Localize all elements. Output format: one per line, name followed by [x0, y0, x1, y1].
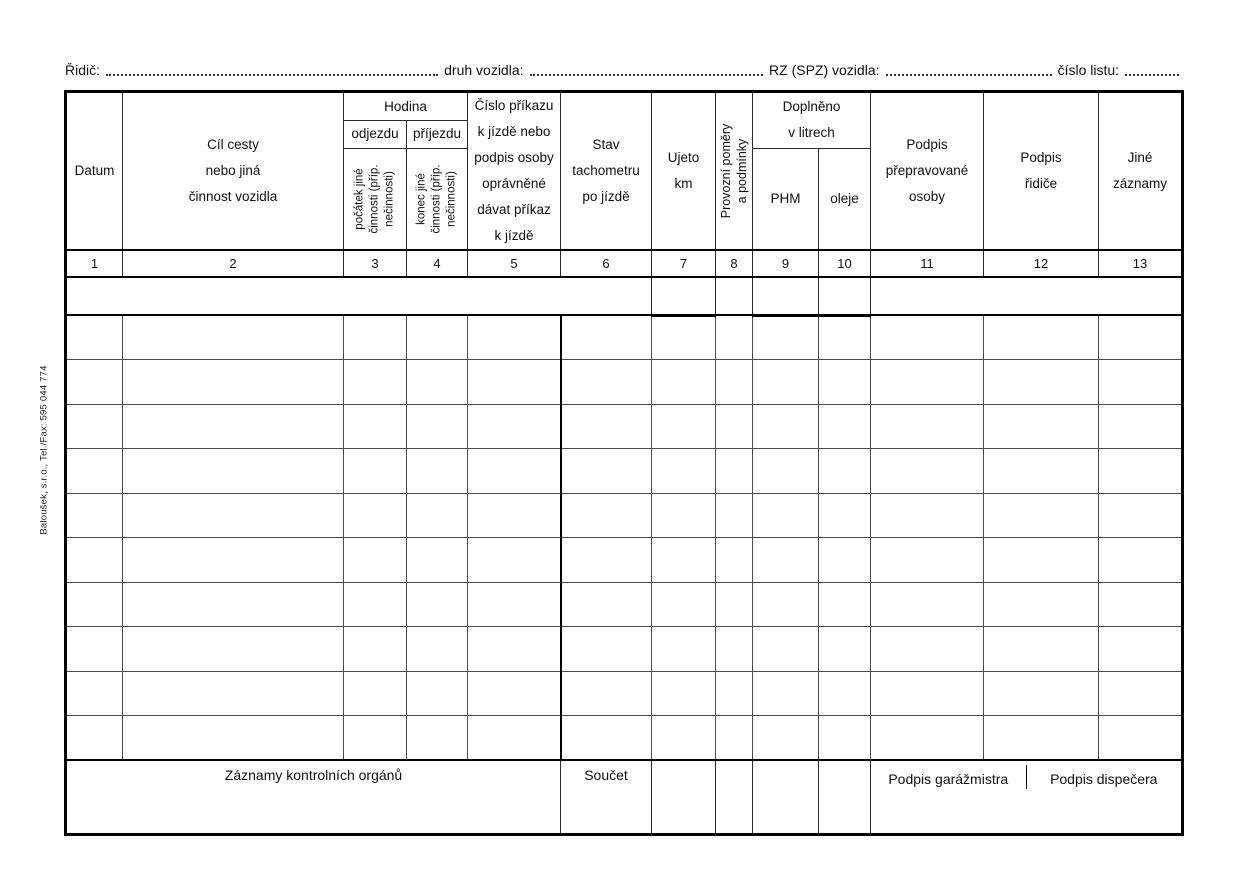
entry-cell-r6-c6[interactable] — [561, 538, 652, 583]
signatures-cell — [871, 760, 1183, 834]
entry-cell-r8-c11[interactable] — [871, 627, 984, 672]
entry-cell-r10-c3[interactable] — [344, 716, 407, 761]
header-stav-tachometru: Stav tachometru po jízdě — [561, 92, 652, 251]
entry-cell-r2-c5[interactable] — [468, 360, 561, 405]
header-hodina: Hodina — [344, 92, 468, 121]
header-provozni-pomery — [716, 92, 753, 251]
carry-over-oleje-cell[interactable] — [819, 277, 871, 315]
entry-cell-r5-c13[interactable] — [1099, 493, 1183, 538]
entry-cell-r8-c4[interactable] — [407, 627, 468, 672]
entry-cell-r5-c12[interactable] — [984, 493, 1099, 538]
entry-cell-r8-c2[interactable] — [123, 627, 344, 672]
vehicle-type-fill-in-line[interactable] — [530, 74, 764, 76]
entry-cell-r1-c3[interactable] — [344, 315, 407, 360]
entry-cell-r6-c1[interactable] — [66, 538, 123, 583]
entry-row-3 — [66, 404, 1183, 449]
entry-cell-r6-c13[interactable] — [1099, 538, 1183, 583]
entry-cell-r5-c9[interactable] — [753, 493, 819, 538]
column-number-2: 2 — [123, 250, 344, 277]
entry-cell-r2-c12[interactable] — [984, 360, 1099, 405]
entry-row-10 — [66, 716, 1183, 761]
entry-cell-r5-c10[interactable] — [819, 493, 871, 538]
column-number-12: 12 — [984, 250, 1099, 277]
entry-cell-r4-c9[interactable] — [753, 449, 819, 494]
entry-cell-r4-c5[interactable] — [468, 449, 561, 494]
column-number-11: 11 — [871, 250, 984, 277]
entry-cell-r10-c6[interactable] — [561, 716, 652, 761]
column-number-1: 1 — [66, 250, 123, 277]
entry-cell-r10-c4[interactable] — [407, 716, 468, 761]
entry-cell-r7-c2[interactable] — [123, 582, 344, 627]
column-number-6: 6 — [561, 250, 652, 277]
entry-row-1 — [66, 315, 1183, 360]
entry-cell-r4-c10[interactable] — [819, 449, 871, 494]
entry-cell-r7-c10[interactable] — [819, 582, 871, 627]
entry-cell-r6-c11[interactable] — [871, 538, 984, 583]
body-rows — [66, 315, 1183, 760]
entry-cell-r10-c2[interactable] — [123, 716, 344, 761]
carry-over-phm-cell[interactable] — [753, 277, 819, 315]
entry-cell-r4-c6[interactable] — [561, 449, 652, 494]
entry-cell-r6-c8[interactable] — [716, 538, 753, 583]
entry-cell-r5-c11[interactable] — [871, 493, 984, 538]
entry-cell-r1-c4[interactable] — [407, 315, 468, 360]
entry-cell-r4-c13[interactable] — [1099, 449, 1183, 494]
entry-cell-r3-c4[interactable] — [407, 404, 468, 449]
entry-cell-r7-c3[interactable] — [344, 582, 407, 627]
signatures-halves — [871, 765, 1181, 789]
entry-cell-r7-c6[interactable] — [561, 582, 652, 627]
logbook-table — [64, 90, 1184, 836]
soucet-phm-cell[interactable] — [753, 760, 819, 834]
column-number-13: 13 — [1099, 250, 1183, 277]
entry-cell-r5-c7[interactable] — [652, 493, 716, 538]
entry-cell-r1-c9[interactable] — [753, 315, 819, 360]
entry-cell-r2-c4[interactable] — [407, 360, 468, 405]
entry-cell-r1-c8[interactable] — [716, 315, 753, 360]
header-pocatek-cinnosti — [344, 148, 407, 250]
entry-cell-r10-c5[interactable] — [468, 716, 561, 761]
entry-cell-r9-c12[interactable] — [984, 671, 1099, 716]
entry-cell-r1-c11[interactable] — [871, 315, 984, 360]
entry-cell-r3-c7[interactable] — [652, 404, 716, 449]
entry-cell-r3-c5[interactable] — [468, 404, 561, 449]
entry-cell-r10-c11[interactable] — [871, 716, 984, 761]
entry-cell-r5-c4[interactable] — [407, 493, 468, 538]
entry-cell-r9-c10[interactable] — [819, 671, 871, 716]
column-numbers-row — [66, 250, 1183, 277]
entry-cell-r3-c6[interactable] — [561, 404, 652, 449]
entry-cell-r1-c2[interactable] — [123, 315, 344, 360]
header-cil-cesty: Cíl cesty nebo jiná činnost vozidla — [123, 92, 344, 251]
header-ujeto-km: Ujeto km — [652, 92, 716, 251]
entry-cell-r4-c12[interactable] — [984, 449, 1099, 494]
entry-cell-r3-c8[interactable] — [716, 404, 753, 449]
carry-over-provozni-cell[interactable] — [716, 277, 753, 315]
top-fill-in-row — [65, 57, 1182, 79]
header-konec-cinnosti-text: konec jiné činnosti (příp. nečinnosti) — [415, 164, 458, 234]
summary-row — [66, 760, 1183, 834]
entry-cell-r1-c5[interactable] — [468, 315, 561, 360]
entry-cell-r3-c2[interactable] — [123, 404, 344, 449]
entry-cell-r10-c8[interactable] — [716, 716, 753, 761]
entry-cell-r1-c12[interactable] — [984, 315, 1099, 360]
entry-cell-r2-c11[interactable] — [871, 360, 984, 405]
entry-cell-r5-c3[interactable] — [344, 493, 407, 538]
printer-note: Baloušek, s.r.o., Tel./Fax: 595 044 774 — [38, 365, 50, 535]
entry-cell-r7-c5[interactable] — [468, 582, 561, 627]
entry-cell-r3-c11[interactable] — [871, 404, 984, 449]
entry-cell-r9-c4[interactable] — [407, 671, 468, 716]
column-number-8: 8 — [716, 250, 753, 277]
entry-cell-r8-c9[interactable] — [753, 627, 819, 672]
entry-cell-r5-c1[interactable] — [66, 493, 123, 538]
entry-cell-r7-c7[interactable] — [652, 582, 716, 627]
column-number-9: 9 — [753, 250, 819, 277]
entry-cell-r8-c6[interactable] — [561, 627, 652, 672]
entry-cell-r8-c1[interactable] — [66, 627, 123, 672]
entry-cell-r6-c5[interactable] — [468, 538, 561, 583]
header-jine-zaznamy: Jiné záznamy — [1099, 92, 1183, 251]
soucet-label-cell: Součet — [561, 760, 652, 834]
carry-over-right-cell[interactable] — [871, 277, 1183, 315]
entry-cell-r6-c7[interactable] — [652, 538, 716, 583]
entry-cell-r5-c6[interactable] — [561, 493, 652, 538]
entry-cell-r4-c11[interactable] — [871, 449, 984, 494]
header-oleje: oleje — [819, 148, 871, 250]
column-number-5: 5 — [468, 250, 561, 277]
entry-cell-r9-c13[interactable] — [1099, 671, 1183, 716]
entry-cell-r9-c6[interactable] — [561, 671, 652, 716]
entry-cell-r8-c3[interactable] — [344, 627, 407, 672]
entry-cell-r3-c3[interactable] — [344, 404, 407, 449]
entry-cell-r10-c1[interactable] — [66, 716, 123, 761]
entry-cell-r6-c10[interactable] — [819, 538, 871, 583]
entry-cell-r8-c10[interactable] — [819, 627, 871, 672]
entry-cell-r9-c9[interactable] — [753, 671, 819, 716]
entry-cell-r6-c3[interactable] — [344, 538, 407, 583]
driver-fill-in-line[interactable] — [106, 74, 438, 76]
header-doplneno: Doplněno v litrech — [753, 92, 871, 149]
entry-row-4 — [66, 449, 1183, 494]
plate-number-fill-in-line[interactable] — [886, 74, 1052, 76]
entry-cell-r9-c5[interactable] — [468, 671, 561, 716]
entry-cell-r2-c1[interactable] — [66, 360, 123, 405]
entry-cell-r1-c1[interactable] — [66, 315, 123, 360]
entry-cell-r10-c9[interactable] — [753, 716, 819, 761]
entry-cell-r5-c2[interactable] — [123, 493, 344, 538]
entry-row-8 — [66, 627, 1183, 672]
entry-cell-r2-c10[interactable] — [819, 360, 871, 405]
entry-cell-r10-c7[interactable] — [652, 716, 716, 761]
driver-label: Řidič: — [65, 62, 101, 78]
carry-over-row — [66, 277, 1183, 315]
entry-cell-r3-c12[interactable] — [984, 404, 1099, 449]
header-podpis-ridice: Podpis řidiče — [984, 92, 1099, 251]
entry-cell-r8-c13[interactable] — [1099, 627, 1183, 672]
entry-row-5 — [66, 493, 1183, 538]
soucet-provozni-cell[interactable] — [716, 760, 753, 834]
entry-cell-r9-c1[interactable] — [66, 671, 123, 716]
entry-row-6 — [66, 538, 1183, 583]
entry-cell-r9-c11[interactable] — [871, 671, 984, 716]
entry-cell-r6-c9[interactable] — [753, 538, 819, 583]
entry-cell-r1-c6[interactable] — [561, 315, 652, 360]
header-provozni-pomery-text: Provozní poměry a podmínky — [719, 123, 749, 219]
entry-cell-r8-c12[interactable] — [984, 627, 1099, 672]
entry-cell-r7-c13[interactable] — [1099, 582, 1183, 627]
entry-cell-r3-c1[interactable] — [66, 404, 123, 449]
entry-cell-r9-c3[interactable] — [344, 671, 407, 716]
entry-row-7 — [66, 582, 1183, 627]
entry-cell-r5-c5[interactable] — [468, 493, 561, 538]
entry-cell-r5-c8[interactable] — [716, 493, 753, 538]
column-number-7: 7 — [652, 250, 716, 277]
entry-cell-r7-c4[interactable] — [407, 582, 468, 627]
soucet-oleje-cell[interactable] — [819, 760, 871, 834]
column-number-10: 10 — [819, 250, 871, 277]
entry-cell-r3-c9[interactable] — [753, 404, 819, 449]
entry-cell-r2-c6[interactable] — [561, 360, 652, 405]
entry-cell-r2-c8[interactable] — [716, 360, 753, 405]
entry-cell-r1-c10[interactable] — [819, 315, 871, 360]
entry-cell-r1-c13[interactable] — [1099, 315, 1183, 360]
header-odjezdu: odjezdu — [344, 121, 407, 149]
carry-over-ujeto-km-cell[interactable] — [652, 277, 716, 315]
entry-row-9 — [66, 671, 1183, 716]
entry-cell-r2-c7[interactable] — [652, 360, 716, 405]
entry-cell-r4-c1[interactable] — [66, 449, 123, 494]
entry-row-2 — [66, 360, 1183, 405]
entry-cell-r7-c11[interactable] — [871, 582, 984, 627]
plate-number-label: RZ (SPZ) vozidla: — [769, 62, 880, 78]
entry-cell-r2-c9[interactable] — [753, 360, 819, 405]
header-cislo-prikazu: Číslo příkazu k jízdě nebo podpis osoby oprávněné dávat příkaz k jízdě — [468, 92, 561, 251]
header-pocatek-cinnosti-text: počátek jiné činnosti (příp. nečinnosti) — [353, 164, 396, 234]
entry-cell-r3-c13[interactable] — [1099, 404, 1183, 449]
entry-cell-r7-c8[interactable] — [716, 582, 753, 627]
column-number-4: 4 — [407, 250, 468, 277]
header-phm: PHM — [753, 148, 819, 250]
dispatcher-signature-cell[interactable]: Podpis dispečera — [1026, 765, 1182, 789]
entry-cell-r9-c7[interactable] — [652, 671, 716, 716]
entry-cell-r10-c13[interactable] — [1099, 716, 1183, 761]
header-konec-cinnosti — [407, 148, 468, 250]
vehicle-type-label: druh vozidla: — [444, 62, 524, 78]
entry-cell-r2-c13[interactable] — [1099, 360, 1183, 405]
entry-cell-r4-c2[interactable] — [123, 449, 344, 494]
entry-cell-r6-c4[interactable] — [407, 538, 468, 583]
sheet-number-label: číslo listu: — [1057, 62, 1120, 78]
entry-cell-r6-c2[interactable] — [123, 538, 344, 583]
column-number-3: 3 — [344, 250, 407, 277]
entry-cell-r4-c8[interactable] — [716, 449, 753, 494]
soucet-ujeto-km-cell[interactable] — [652, 760, 716, 834]
entry-cell-r2-c3[interactable] — [344, 360, 407, 405]
garage-master-signature-cell[interactable]: Podpis garážmistra — [888, 771, 1009, 787]
header-podpis-prepravovane: Podpis přepravované osoby — [871, 92, 984, 251]
entry-cell-r10-c12[interactable] — [984, 716, 1099, 761]
inspection-records-cell[interactable]: Záznamy kontrolních orgánů — [66, 760, 561, 834]
sheet-number-fill-in-line[interactable] — [1125, 74, 1179, 76]
entry-cell-r4-c4[interactable] — [407, 449, 468, 494]
header-datum: Datum — [66, 92, 123, 251]
entry-cell-r9-c2[interactable] — [123, 671, 344, 716]
entry-cell-r8-c8[interactable] — [716, 627, 753, 672]
entry-cell-r2-c2[interactable] — [123, 360, 344, 405]
entry-cell-r4-c3[interactable] — [344, 449, 407, 494]
entry-cell-r7-c9[interactable] — [753, 582, 819, 627]
carry-over-left-cell[interactable] — [66, 277, 652, 315]
entry-cell-r8-c5[interactable] — [468, 627, 561, 672]
entry-cell-r6-c12[interactable] — [984, 538, 1099, 583]
entry-cell-r4-c7[interactable] — [652, 449, 716, 494]
entry-cell-r7-c1[interactable] — [66, 582, 123, 627]
entry-cell-r9-c8[interactable] — [716, 671, 753, 716]
entry-cell-r8-c7[interactable] — [652, 627, 716, 672]
header-prijezdu: příjezdu — [407, 121, 468, 149]
entry-cell-r1-c7[interactable] — [652, 315, 716, 360]
entry-cell-r7-c12[interactable] — [984, 582, 1099, 627]
entry-cell-r10-c10[interactable] — [819, 716, 871, 761]
entry-cell-r3-c10[interactable] — [819, 404, 871, 449]
